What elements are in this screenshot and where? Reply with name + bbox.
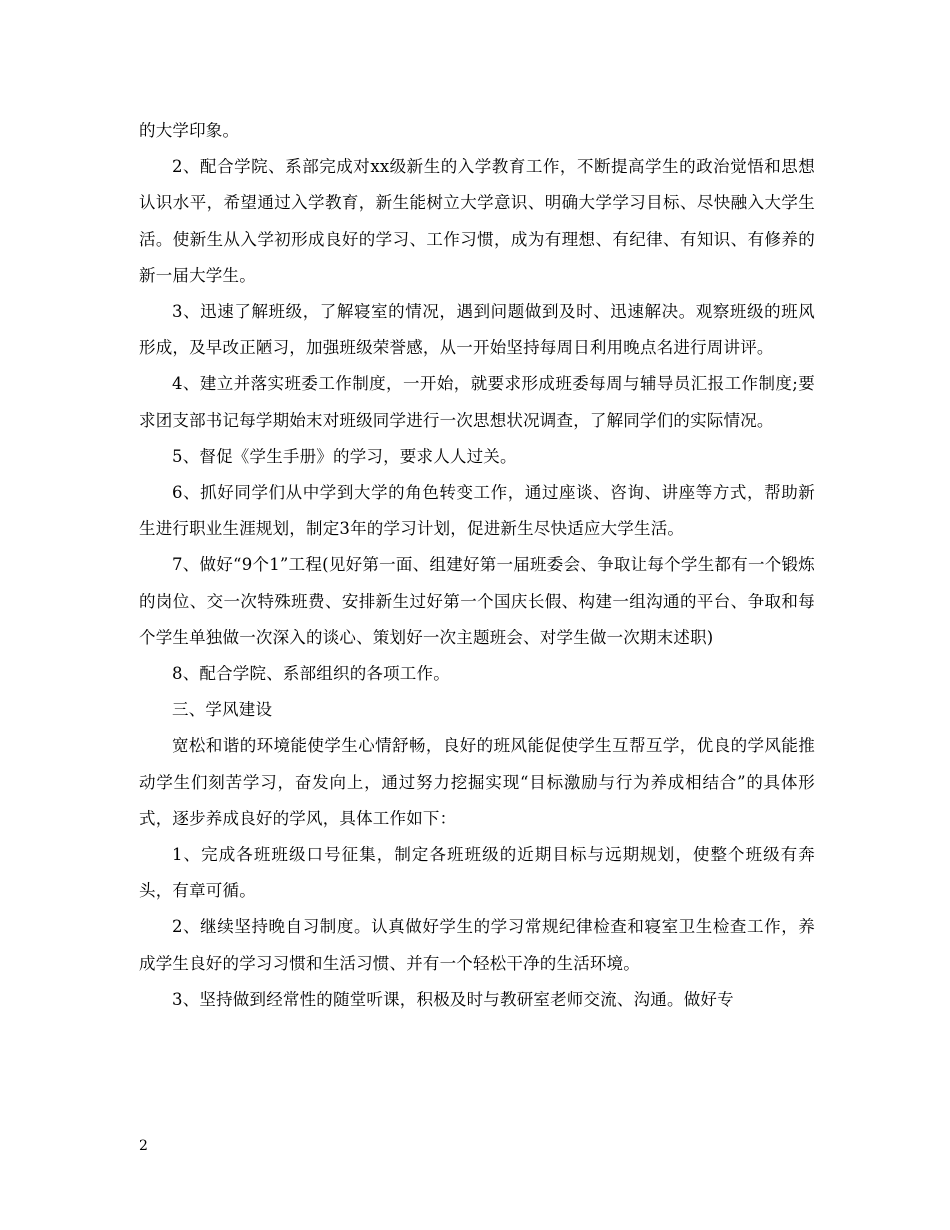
document-body: [139, 113, 815, 1018]
section-heading: 三、学风建设: [172, 700, 273, 720]
paragraph: 3、坚持做到经常性的随堂听课，积极及时与教研室老师交流、沟通。做好专: [172, 989, 734, 1009]
paragraph: 2、继续坚持晚自习制度。认真做好学生的学习常规纪律检查和寝室卫生检查工作，养成学生良好的学习习惯和生活习惯、并有一个轻松干净的生活环境。: [139, 917, 815, 973]
paragraph: 4、建立并落实班委工作制度，一开始，就要求形成班委每周与辅导员汇报工作制度;要求团支部书记每学期始末对班级同学进行一次思想状况调查，了解同学们的实际情况。: [139, 374, 815, 430]
paragraph: 8、配合学院、系部组织的各项工作。: [172, 664, 450, 684]
page-number: 2: [139, 1138, 148, 1154]
paragraph: 6、抓好同学们从中学到大学的角色转变工作，通过座谈、咨询、讲座等方式，帮助新生进行职业生涯规划，制定3年的学习计划，促进新生尽快适应大学生活。: [139, 483, 815, 539]
paragraph: 7、做好“9个1”工程(见好第一面、组建好第一届班委会、争取让每个学生都有一个锻炼的岗位、交一次特殊班费、安排新生过好第一个国庆长假、构建一组沟通的平台、争取和每个学生单独做一次深入的谈心、策划好一次主题班会、对学生做一次期末述职): [139, 555, 815, 647]
paragraph: 1、完成各班班级口号征集，制定各班班级的近期目标与远期规划，使整个班级有奔头，有章可循。: [139, 845, 815, 901]
paragraph: 2、配合学院、系部完成对xx级新生的入学教育工作，不断提高学生的政治觉悟和思想认识水平，希望通过入学教育，新生能树立大学意识、明确大学学习目标、尽快融入大学生活。使新生从入学初形成良好的学习、工作习惯，成为有理想、有纪律、有知识、有修养的新一届大学生。: [139, 157, 815, 285]
paragraph: 5、督促《学生手册》的学习，要求人人过关。: [172, 446, 517, 466]
paragraph: 的大学印象。: [139, 121, 240, 140]
paragraph: 3、迅速了解班级，了解寝室的情况，遇到问题做到及时、迅速解决。观察班级的班风形成，及早改正陋习，加强班级荣誉感，从一开始坚持每周日利用晚点名进行周讲评。: [139, 302, 815, 358]
paragraph: 宽松和谐的环境能使学生心情舒畅，良好的班风能促使学生互帮互学，优良的学风能推动学生们刻苦学习，奋发向上，通过努力挖掘实现“目标激励与行为养成相结合”的具体形式，逐步养成良好的学风，具体工作如下：: [139, 736, 815, 828]
